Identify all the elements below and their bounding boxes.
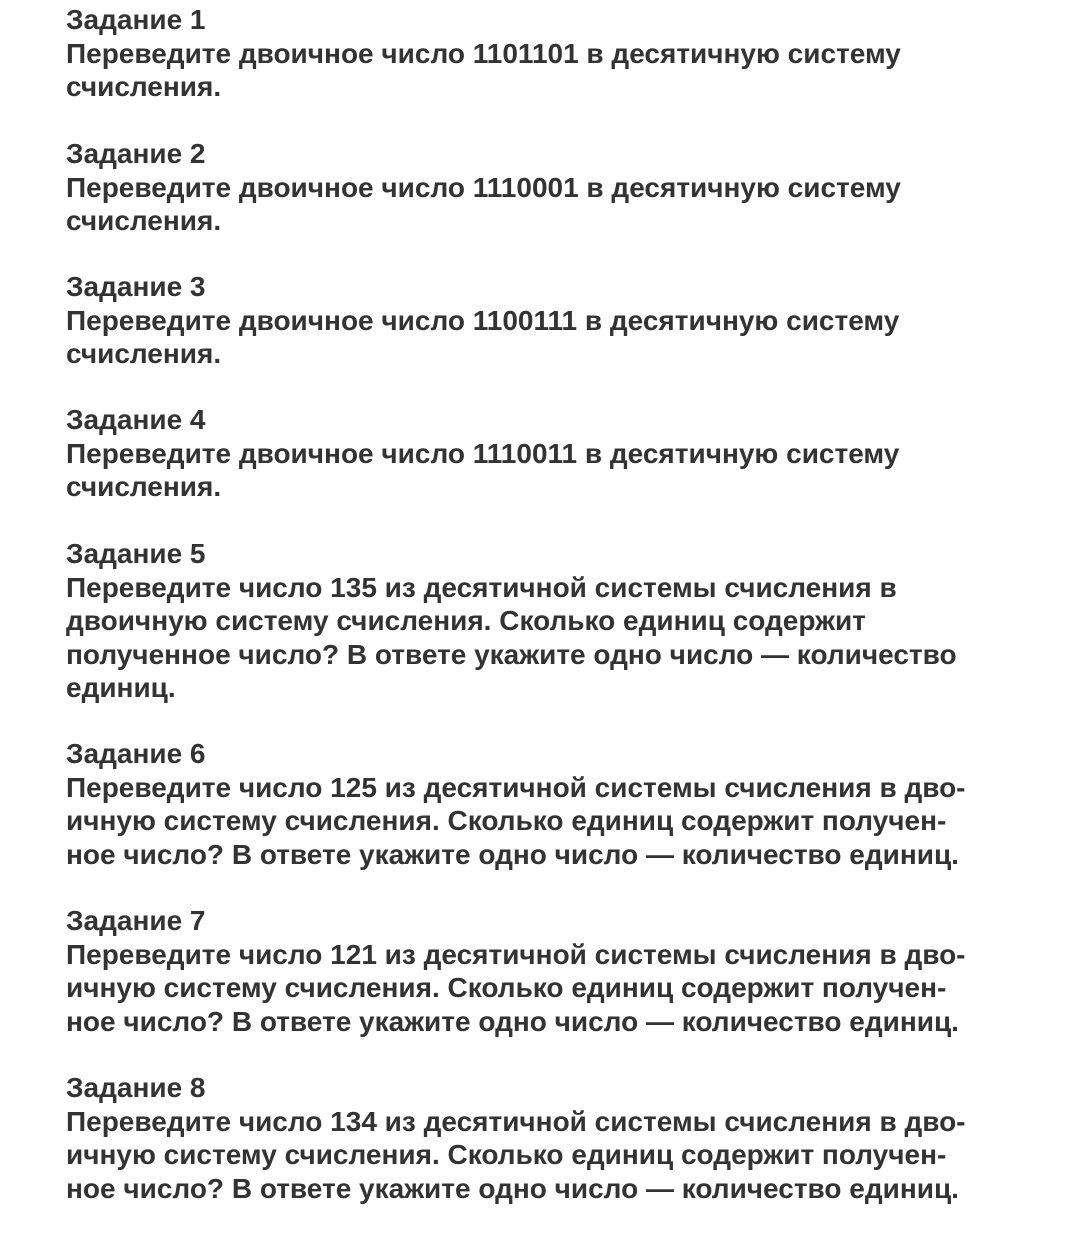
task-title: Задание 4 [66,404,206,435]
task-text-line: ичную систему счисления. Сколько единиц содержит получен- [66,1139,947,1170]
task-text-line: Переведите двоичное число 1110011 в десятичную систему [66,437,900,469]
task-8 [66,1071,1046,1205]
task-text-line: Переведите число 135 из десятичной системы счисления в [66,571,897,603]
task-text-line: Переведите число 134 из десятичной системы счисления в дво- [66,1105,966,1137]
task-text-line: Переведите двоичное число 1100111 в десятичную систему [66,304,900,336]
task-text-line: ное число? В ответе укажите одно число — количество единиц. [66,1005,959,1037]
task-text-line: ное число? В ответе укажите одно число — количество единиц. [66,1172,959,1204]
task-text-line: единиц. [66,672,176,703]
task-text-line: Переведите двоичное число 1110001 в десятичную систему [66,171,901,203]
task-3 [66,270,1046,371]
task-text-line: ичную систему счисления. Сколько единиц содержит получен- [66,805,947,836]
task-text-line: счисления. [66,205,222,236]
task-text-line: счисления. [66,71,222,102]
task-title: Задание 8 [66,1072,206,1103]
task-title: Задание 7 [66,905,206,936]
task-text-line: Переведите число 125 из десятичной системы счисления в дво- [66,771,966,803]
task-6 [66,737,1046,871]
task-text-line: Переведите двоичное число 1101101 в десятичную систему [66,37,901,69]
task-5 [66,537,1046,705]
task-text-line: ное число? В ответе укажите одно число — количество единиц. [66,838,959,870]
task-title: Задание 3 [66,271,206,302]
task-text-line: полученное число? В ответе укажите одно число — количество [66,638,957,670]
task-7 [66,904,1046,1038]
task-text-line: счисления. [66,471,222,502]
task-text-line: Переведите число 121 из десятичной системы счисления в дво- [66,938,966,970]
task-title: Задание 2 [66,138,206,169]
task-title: Задание 5 [66,538,206,569]
task-text-line: двоичную систему счисления. Сколько единиц содержит [66,605,866,636]
task-title: Задание 6 [66,738,206,769]
task-text-line: счисления. [66,338,222,369]
task-4 [66,403,1046,504]
task-2 [66,137,1046,238]
task-title: Задание 1 [66,4,206,35]
task-text-line: ичную систему счисления. Сколько единиц содержит получен- [66,972,947,1003]
task-1 [66,3,1046,104]
